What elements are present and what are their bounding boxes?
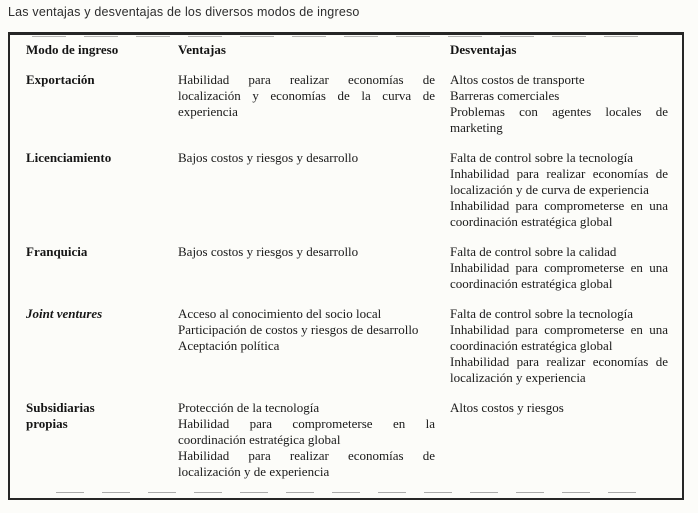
advantages-cell: [178, 150, 450, 230]
cell-item: Barreras comerciales: [450, 88, 560, 103]
cell-item: Inhabilidad para comprometerse en una coordinación estratégica global: [450, 322, 668, 353]
disadvantages-cell: [450, 400, 670, 480]
table-body: [26, 72, 670, 480]
cell-item: Falta de control sobre la tecnología: [450, 150, 634, 165]
document-title: Las ventajas y desventajas de los diversos modos de ingreso: [8, 5, 360, 19]
mode-cell: Licenciamiento: [26, 150, 112, 165]
cell-item: Habilidad para comprometerse en la coordinación estratégica global: [178, 416, 435, 447]
table-row: [26, 400, 670, 480]
table-row: [26, 306, 670, 386]
column-header-desventajas: Desventajas: [450, 42, 517, 57]
mode-cell: Subsidiarias propias: [26, 400, 95, 431]
cell-item: Bajos costos y riesgos y desarrollo: [178, 150, 359, 165]
cell-item: Aceptación política: [178, 338, 280, 353]
mode-cell: Joint ventures: [26, 306, 103, 321]
table-row: [26, 72, 670, 136]
disadvantages-cell: [450, 150, 670, 230]
cell-item: Habilidad para realizar economías de localización y economías de la curva de experiencia: [178, 72, 435, 119]
disadvantages-cell: [450, 306, 670, 386]
cell-item: Falta de control sobre la tecnología: [450, 306, 634, 321]
table-row: [26, 244, 670, 292]
cell-item: Problemas con agentes locales de marketing: [450, 104, 668, 135]
cell-item: Falta de control sobre la calidad: [450, 244, 617, 259]
table-row: [26, 150, 670, 230]
mode-cell: Exportación: [26, 72, 95, 87]
column-header-ventajas: Ventajas: [178, 42, 226, 57]
cell-item: Altos costos y riesgos: [450, 400, 564, 415]
cell-item: Protección de la tecnología: [178, 400, 320, 415]
disadvantages-cell: [450, 244, 670, 292]
cell-item: Inhabilidad para comprometerse en una coordinación estratégica global: [450, 260, 668, 291]
mode-cell: Franquicia: [26, 244, 88, 259]
cell-item: Acceso al conocimiento del socio local: [178, 306, 382, 321]
table-header-row: [26, 42, 670, 58]
cell-item: Altos costos de transporte: [450, 72, 585, 87]
entry-modes-table: [8, 32, 684, 500]
cell-item: Habilidad para realizar economías de localización y de experiencia: [178, 448, 435, 479]
disadvantages-cell: [450, 72, 670, 136]
advantages-cell: [178, 400, 450, 480]
cell-item: Inhabilidad para realizar economías de localización y de curva de experiencia: [450, 166, 668, 197]
cell-item: Bajos costos y riesgos y desarrollo: [178, 244, 359, 259]
cell-item: Inhabilidad para comprometerse en una coordinación estratégica global: [450, 198, 668, 229]
advantages-cell: [178, 306, 450, 386]
column-header-mode: Modo de ingreso: [26, 42, 119, 57]
advantages-cell: [178, 244, 450, 292]
cell-item: Inhabilidad para realizar economías de localización y experiencia: [450, 354, 668, 385]
cell-item: Participación de costos y riesgos de desarrollo: [178, 322, 419, 337]
scan-artifact-line-bottom: [56, 492, 654, 493]
scan-artifact-line-top: [32, 36, 648, 37]
advantages-cell: [178, 72, 450, 136]
